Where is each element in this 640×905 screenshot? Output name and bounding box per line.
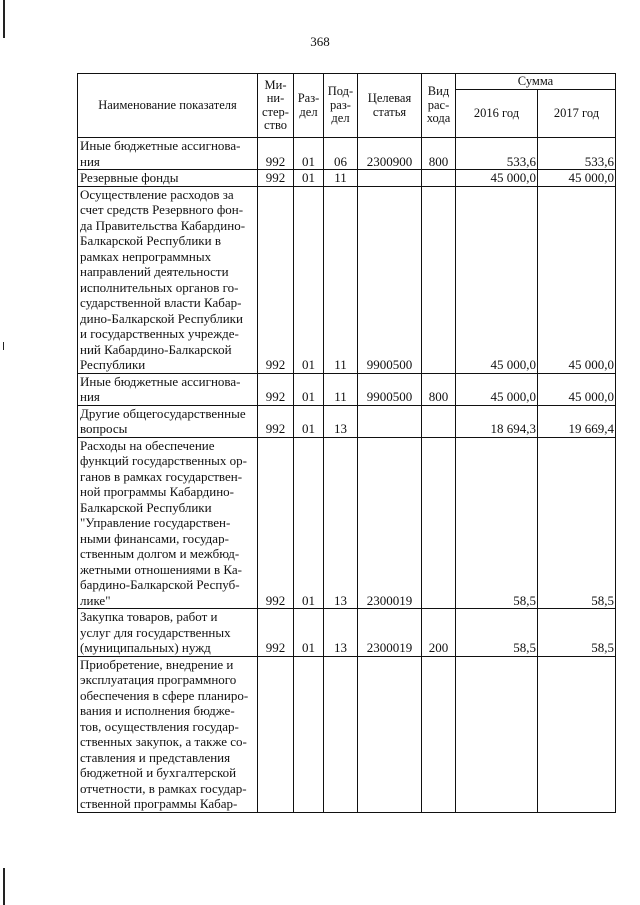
row-name: Расходы на обеспечение функций государственных ор- ганов в рамках государствен- ной программы Кабардино- Балкарской Республики "Управление государствен- ными финансами, государ- ственным долгом и межбюд- жетными отношениями в Ка- бардино-Балкарской Респуб- лике"	[78, 437, 258, 609]
row-type: 800	[422, 138, 456, 170]
row-type	[422, 656, 456, 812]
table-body	[78, 138, 616, 813]
row-sum-2016: 18 694,3	[456, 405, 538, 437]
row-sum-2016	[456, 656, 538, 812]
row-type	[422, 170, 456, 187]
left-margin-line	[3, 342, 4, 350]
row-ministry: 992	[258, 170, 294, 187]
row-sum-2017: 45 000,0	[538, 186, 616, 373]
row-name: Резервные фонды	[78, 170, 258, 187]
row-section: 01	[294, 437, 324, 609]
row-section: 01	[294, 405, 324, 437]
row-target: 2300900	[358, 138, 422, 170]
row-target	[358, 170, 422, 187]
row-type: 200	[422, 609, 456, 657]
row-name: Иные бюджетные ассигнова- ния	[78, 138, 258, 170]
header-2017: 2017 год	[538, 90, 616, 138]
row-type	[422, 186, 456, 373]
row-target: 9900500	[358, 373, 422, 405]
left-margin-line	[3, 0, 5, 38]
table-row	[78, 170, 616, 187]
header-section: Раз- дел	[294, 74, 324, 138]
row-section: 01	[294, 138, 324, 170]
row-target	[358, 405, 422, 437]
header-subsection: Под- раз- дел	[324, 74, 358, 138]
row-sum-2017: 533,6	[538, 138, 616, 170]
row-sum-2016: 45 000,0	[456, 373, 538, 405]
row-section: 01	[294, 186, 324, 373]
row-subsection: 11	[324, 186, 358, 373]
budget-table	[77, 73, 616, 813]
row-target: 2300019	[358, 609, 422, 657]
row-sum-2016: 45 000,0	[456, 186, 538, 373]
row-subsection: 11	[324, 373, 358, 405]
header-2016: 2016 год	[456, 90, 538, 138]
row-name: Иные бюджетные ассигнова- ния	[78, 373, 258, 405]
row-ministry: 992	[258, 138, 294, 170]
row-sum-2017	[538, 656, 616, 812]
row-section: 01	[294, 170, 324, 187]
table-row	[78, 186, 616, 373]
row-target: 2300019	[358, 437, 422, 609]
row-type	[422, 405, 456, 437]
header-sum: Сумма	[456, 74, 616, 90]
row-sum-2016: 58,5	[456, 609, 538, 657]
row-subsection: 13	[324, 405, 358, 437]
row-section: 01	[294, 373, 324, 405]
row-ministry: 992	[258, 609, 294, 657]
table-row	[78, 609, 616, 657]
row-ministry: 992	[258, 437, 294, 609]
row-ministry: 992	[258, 186, 294, 373]
row-target	[358, 656, 422, 812]
row-name: Другие общегосударственные вопросы	[78, 405, 258, 437]
row-ministry: 992	[258, 405, 294, 437]
row-name: Закупка товаров, работ и услуг для государственных (муниципальных) нужд	[78, 609, 258, 657]
row-ministry: 992	[258, 373, 294, 405]
left-margin-line	[3, 868, 5, 905]
row-sum-2016: 533,6	[456, 138, 538, 170]
row-type	[422, 437, 456, 609]
table-row	[78, 656, 616, 812]
row-subsection: 13	[324, 609, 358, 657]
table-row	[78, 437, 616, 609]
header-name: Наименование показателя	[78, 74, 258, 138]
row-sum-2017: 45 000,0	[538, 373, 616, 405]
table-row	[78, 138, 616, 170]
row-subsection: 11	[324, 170, 358, 187]
row-sum-2017: 58,5	[538, 437, 616, 609]
row-type: 800	[422, 373, 456, 405]
row-ministry	[258, 656, 294, 812]
row-subsection: 06	[324, 138, 358, 170]
row-target: 9900500	[358, 186, 422, 373]
table-row	[78, 405, 616, 437]
row-name: Осуществление расходов за счет средств Резервного фон- да Правительства Кабардино- Балкарской Республики в рамках непрограммных направлений деятельности исполнительных органов го- сударственной власти Кабар- дино-Балкарской Республики и государственных учрежде- ний Кабардино-Балкарской Республики	[78, 186, 258, 373]
header-type: Вид рас- хода	[422, 74, 456, 138]
header-target: Целевая статья	[358, 74, 422, 138]
row-sum-2017: 58,5	[538, 609, 616, 657]
row-section	[294, 656, 324, 812]
row-subsection	[324, 656, 358, 812]
row-sum-2016: 45 000,0	[456, 170, 538, 187]
row-name: Приобретение, внедрение и эксплуатация программного обеспечения в сфере планиро- вания и исполнения бюдже- тов, осуществления государ- ственных закупок, а также со- ставления и представления бюджетной и бухгалтерской отчетности, в рамках государ- ственной программы Кабар-	[78, 656, 258, 812]
row-sum-2017: 45 000,0	[538, 170, 616, 187]
row-subsection: 13	[324, 437, 358, 609]
row-sum-2016: 58,5	[456, 437, 538, 609]
table-row	[78, 373, 616, 405]
page-number: 368	[310, 34, 330, 49]
header-ministry: Ми- ни- стер- ство	[258, 74, 294, 138]
row-sum-2017: 19 669,4	[538, 405, 616, 437]
row-section: 01	[294, 609, 324, 657]
